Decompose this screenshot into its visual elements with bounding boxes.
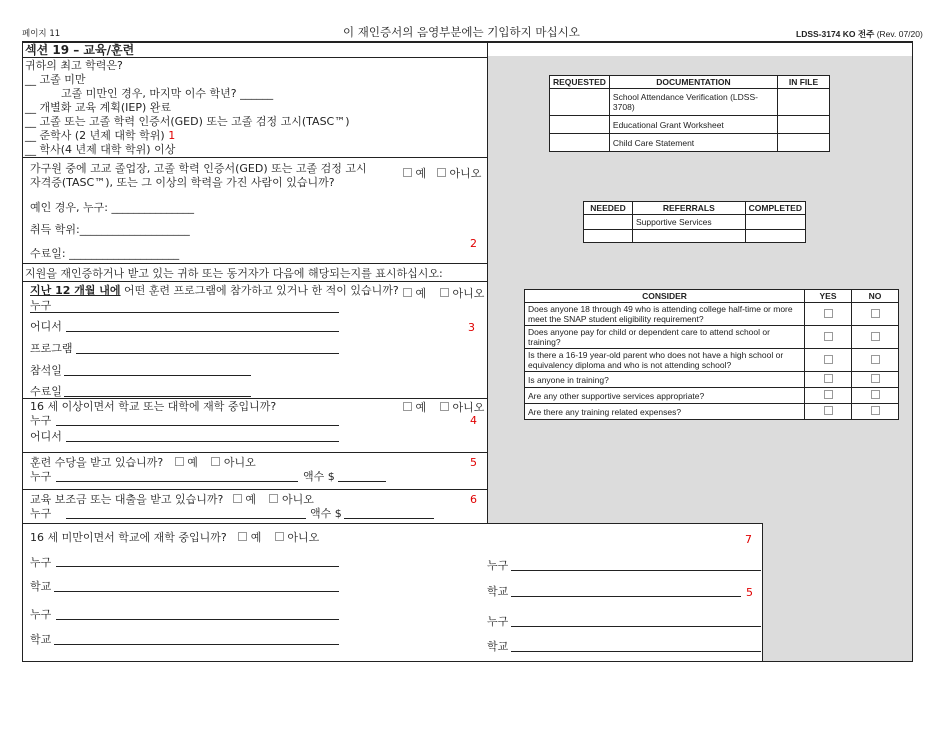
referrals-table <box>583 201 806 243</box>
opt-iep[interactable]: __ 개별화 교육 계획(IEP) 완료 <box>25 101 172 114</box>
checkbox-icon[interactable] <box>824 309 833 318</box>
under16-who-4-line[interactable] <box>511 626 761 627</box>
table-row <box>550 116 830 134</box>
col-referrals: REFERRALS <box>633 202 746 215</box>
no-label: 아니오 <box>281 493 314 506</box>
col-needed: NEEDED <box>584 202 633 215</box>
form-id <box>796 28 923 41</box>
table-row <box>525 388 899 404</box>
under16-who-1-line[interactable] <box>56 566 339 567</box>
table-row <box>584 230 806 243</box>
under16-who-2-label: 누구 <box>30 608 52 621</box>
referral-cell <box>633 230 746 243</box>
num-5b: 5 <box>746 586 753 599</box>
completed-date-field[interactable]: 수료일: ____________________ <box>30 247 180 260</box>
yes-label: 예 <box>415 401 427 414</box>
checkbox-icon[interactable] <box>871 374 880 383</box>
yes-label: 예 <box>250 531 262 544</box>
num-5: 5 <box>470 456 477 469</box>
no-cell[interactable] <box>852 326 899 349</box>
under16-who-4-label: 누구 <box>487 615 509 628</box>
table-row <box>550 89 830 116</box>
checkbox-icon[interactable] <box>871 390 880 399</box>
checkbox-icon <box>440 402 449 411</box>
checkbox-icon[interactable] <box>871 309 880 318</box>
q-highest-education: 귀하의 최고 학력은? <box>25 59 123 72</box>
under16-who-1-label: 누구 <box>30 556 52 569</box>
training-where-label: 어디서 <box>30 320 62 333</box>
under16-school-2-line[interactable] <box>54 644 339 645</box>
no-label: 아니오 <box>449 167 482 180</box>
consider-question: Is anyone in training? <box>525 372 805 388</box>
q-training-bold: 지난 12 개월 내에 <box>30 284 121 297</box>
yes-cell[interactable] <box>805 303 852 326</box>
household-who-field[interactable]: 예인 경우, 누구: _______________ <box>30 201 194 214</box>
opt-below-hs[interactable]: __ 고졸 미만 <box>25 73 86 86</box>
training-program-label: 프로그램 <box>30 342 73 355</box>
section-heading: 섹션 19 – 교육/훈련 <box>25 43 135 57</box>
in-file-cell[interactable] <box>778 116 830 134</box>
q-16plus: 16 세 이상이면서 학교 또는 대학에 재학 중입니까? <box>30 400 277 413</box>
checkbox-icon[interactable] <box>275 532 284 541</box>
training-attend-label: 참석일 <box>30 364 62 377</box>
training-who-line[interactable] <box>30 312 339 313</box>
column-divider <box>487 41 488 523</box>
rule-2 <box>22 263 487 264</box>
checkbox-icon[interactable] <box>211 457 220 466</box>
checkbox-icon[interactable] <box>871 332 880 341</box>
yes-label: 예 <box>187 456 198 469</box>
rule-4 <box>22 398 487 399</box>
under16-school-3-line[interactable] <box>511 596 741 597</box>
table-row <box>525 349 899 372</box>
grant-amount-line[interactable] <box>344 518 434 519</box>
checkbox-icon[interactable] <box>233 494 242 503</box>
under16-school-2-label: 학교 <box>30 633 52 646</box>
table-row <box>525 303 899 326</box>
checkbox-icon <box>403 288 412 297</box>
requested-cell[interactable] <box>550 89 610 116</box>
checkbox-icon[interactable] <box>824 406 833 415</box>
table-row <box>525 326 899 349</box>
num-2: 2 <box>470 237 477 250</box>
needed-cell[interactable] <box>584 230 633 243</box>
training-attend-line[interactable] <box>64 375 251 376</box>
q-training-rest: 어떤 훈련 프로그램에 참가하고 있거나 한 적이 있습니까? <box>120 284 399 297</box>
under16-who-3-line[interactable] <box>511 570 761 571</box>
instruction-text: 지원을 재인증하거나 받고 있는 귀하 또는 동거자가 다음에 해당되는지를 표시하십시오: <box>25 267 443 280</box>
checkbox-icon[interactable] <box>238 532 247 541</box>
16plus-where-line[interactable] <box>66 441 339 442</box>
grant-who-label: 누구 <box>30 507 52 520</box>
16plus-who-line[interactable] <box>56 425 339 426</box>
form-id-code: LDSS-3174 KO 전주 <box>796 29 875 39</box>
16plus-no-checkbox[interactable] <box>440 401 484 414</box>
household-no-checkbox[interactable] <box>437 167 481 180</box>
doc-cell: School Attendance Verification (LDSS-3708) <box>609 89 777 116</box>
degree-field[interactable]: 취득 학위:____________________ <box>30 223 190 236</box>
16plus-yes-checkbox[interactable] <box>403 401 426 414</box>
table-header <box>525 290 899 303</box>
yes-cell[interactable] <box>805 326 852 349</box>
num-1: 1 <box>168 129 176 142</box>
num-4: 4 <box>470 414 477 427</box>
no-cell[interactable] <box>852 404 899 420</box>
training-who-label: 누구 <box>30 299 52 312</box>
table-header <box>550 76 830 89</box>
q-grant <box>30 493 314 506</box>
doc-cell: Child Care Statement <box>609 134 777 152</box>
checkbox-icon[interactable] <box>871 355 880 364</box>
allowance-amount-label: 액수 $ <box>303 470 335 483</box>
col-documentation: DOCUMENTATION <box>609 76 777 89</box>
referral-cell: Supportive Services <box>633 215 746 230</box>
checkbox-icon[interactable] <box>824 332 833 341</box>
bottom-divider <box>762 523 763 661</box>
checkbox-icon <box>437 168 446 177</box>
allowance-who-label: 누구 <box>30 470 52 483</box>
heading-rule <box>22 57 487 58</box>
no-label: 아니오 <box>223 456 256 469</box>
q-training <box>30 284 399 297</box>
no-label: 아니오 <box>452 401 485 414</box>
staff-area-bottom-strip <box>762 523 913 661</box>
training-where-line[interactable] <box>66 331 339 332</box>
no-cell[interactable] <box>852 388 899 404</box>
checkbox-icon <box>403 168 412 177</box>
q-household-line1: 가구원 중에 고교 졸업장, 고졸 학력 인증서(GED) 또는 고졸 검정 고시 <box>30 162 367 175</box>
no-cell[interactable] <box>852 303 899 326</box>
yes-label: 예 <box>415 167 427 180</box>
page-number: 페이지 11 <box>22 29 61 39</box>
opt-associate[interactable] <box>25 129 175 142</box>
col-completed: COMPLETED <box>745 202 805 215</box>
documentation-table <box>549 75 830 152</box>
left-border <box>22 41 23 661</box>
rule-7 <box>22 523 763 524</box>
q-allowance-text: 훈련 수당을 받고 있습니까? <box>30 456 164 469</box>
right-border <box>912 41 913 661</box>
col-consider: CONSIDER <box>525 290 805 303</box>
checkbox-icon[interactable] <box>871 406 880 415</box>
opt-bachelor[interactable]: __ 학사(4 년제 대학 학위) 이상 <box>25 143 176 156</box>
yes-label: 예 <box>415 287 427 300</box>
training-completion-line[interactable] <box>64 396 251 397</box>
under16-school-1-line[interactable] <box>54 591 339 592</box>
q-under16 <box>30 531 319 544</box>
page-title: 이 재인증서의 음영부분에는 기입하지 마십시오 <box>343 25 580 39</box>
yes-cell[interactable] <box>805 388 852 404</box>
col-requested: REQUESTED <box>550 76 610 89</box>
completed-cell[interactable] <box>745 215 805 230</box>
num-7: 7 <box>745 533 752 546</box>
bottom-border <box>22 661 913 662</box>
in-file-cell[interactable] <box>778 134 830 152</box>
rule-3 <box>22 281 487 282</box>
household-yes-checkbox[interactable] <box>403 167 426 180</box>
consider-question: Does anyone pay for child or dependent care to attend school or training? <box>525 326 805 349</box>
opt-below-hs-grade[interactable]: 고졸 미만인 경우, 마지막 이수 학년? ______ <box>61 87 274 100</box>
table-row <box>550 134 830 152</box>
under16-school-1-label: 학교 <box>30 580 52 593</box>
allowance-who-line[interactable] <box>56 481 298 482</box>
allowance-amount-line[interactable] <box>338 481 386 482</box>
table-row <box>584 215 806 230</box>
16plus-where-label: 어디서 <box>30 430 62 443</box>
under16-school-4-label: 학교 <box>487 640 509 653</box>
checkbox-icon[interactable] <box>824 355 833 364</box>
no-label: 아니오 <box>452 287 485 300</box>
yes-cell[interactable] <box>805 404 852 420</box>
doc-cell: Educational Grant Worksheet <box>609 116 777 134</box>
requested-cell[interactable] <box>550 134 610 152</box>
rule-5 <box>22 452 487 453</box>
training-completion-label: 수료일 <box>30 385 62 398</box>
grant-amount-label: 액수 $ <box>310 507 342 520</box>
consider-question: Are there any training related expenses? <box>525 404 805 420</box>
requested-cell[interactable] <box>550 116 610 134</box>
table-row <box>525 372 899 388</box>
consider-question: Are any other supportive services appropriate? <box>525 388 805 404</box>
col-yes: YES <box>805 290 852 303</box>
num-6: 6 <box>470 493 477 506</box>
no-label: 아니오 <box>287 531 320 544</box>
completed-cell[interactable] <box>745 230 805 243</box>
checkbox-icon <box>403 402 412 411</box>
rule-6 <box>22 489 487 490</box>
checkbox-icon <box>440 288 449 297</box>
top-rule <box>22 41 913 43</box>
under16-who-3-label: 누구 <box>487 559 509 572</box>
under16-school-4-line[interactable] <box>511 651 761 652</box>
opt-associate-label: __ 준학사 (2 년제 대학 학위) <box>25 129 165 142</box>
yes-cell[interactable] <box>805 372 852 388</box>
q-under16-text: 16 세 미만이면서 학교에 재학 중입니까? <box>30 531 227 544</box>
needed-cell[interactable] <box>584 215 633 230</box>
col-in-file: IN FILE <box>778 76 830 89</box>
no-cell[interactable] <box>852 372 899 388</box>
no-cell[interactable] <box>852 349 899 372</box>
checkbox-icon[interactable] <box>824 374 833 383</box>
grant-who-line[interactable] <box>66 518 306 519</box>
checkbox-icon[interactable] <box>824 390 833 399</box>
table-header <box>584 202 806 215</box>
form-rev: (Rev. 07/20) <box>876 29 923 39</box>
col-no: NO <box>852 290 899 303</box>
rule-1 <box>22 157 487 158</box>
under16-school-3-label: 학교 <box>487 585 509 598</box>
table-row <box>525 404 899 420</box>
q-grant-text: 교육 보조금 또는 대출을 받고 있습니까? <box>30 493 224 506</box>
under16-who-2-line[interactable] <box>56 619 339 620</box>
training-yes-checkbox[interactable] <box>403 287 426 300</box>
q-household-line2: 자격증(TASC™), 또는 그 이상의 학력을 가진 사람이 있습니까? <box>30 176 335 189</box>
in-file-cell[interactable] <box>778 89 830 116</box>
yes-label: 예 <box>245 493 256 506</box>
consider-question: Is there a 16-19 year-old parent who does not have a high school or equivalency diploma and who is not attending school? <box>525 349 805 372</box>
consider-question: Does anyone 18 through 49 who is attending college half-time or more meet the SNAP student eligibility requirement? <box>525 303 805 326</box>
opt-hs-ged[interactable]: __ 고졸 또는 고졸 학력 인증서(GED) 또는 고졸 검정 고시(TASC™) <box>25 115 350 128</box>
consider-table <box>524 289 899 420</box>
yes-cell[interactable] <box>805 349 852 372</box>
num-3: 3 <box>468 321 475 334</box>
q-allowance <box>30 456 256 469</box>
training-program-line[interactable] <box>76 353 339 354</box>
checkbox-icon[interactable] <box>175 457 184 466</box>
16plus-who-label: 누구 <box>30 414 52 427</box>
training-no-checkbox[interactable] <box>440 287 484 300</box>
checkbox-icon[interactable] <box>269 494 278 503</box>
